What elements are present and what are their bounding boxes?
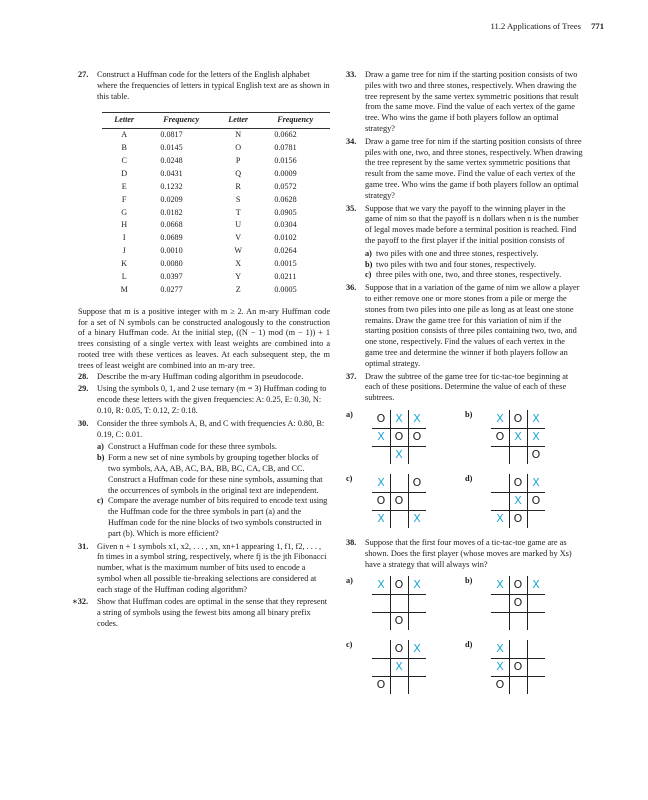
exercise-30 — [78, 419, 330, 540]
frequency-cell: 0.0156 — [274, 156, 297, 166]
part-text: three piles with one, two, and three stones, respectively. — [376, 270, 562, 280]
frequency-cell: 0.0397 — [160, 272, 183, 282]
x-mark: X — [514, 429, 522, 443]
exercise-33 — [346, 70, 584, 135]
table-row — [102, 271, 330, 284]
part-b: b) two piles with two and four stones, respectively. — [365, 259, 537, 269]
page-number: 771 — [591, 21, 604, 31]
tic-tac-toe-board — [372, 576, 426, 630]
frequency-cell: 0.0689 — [160, 233, 183, 243]
frequency-cell: 0.0009 — [274, 168, 297, 178]
letter-cell: T — [235, 207, 241, 217]
exercise-text: Draw a game tree for nim if the starting position consists of two piles with two and three stones, respectively. When drawing the tree represent by the same vertex symmetric positions that result from the same move. Find the value of each vertex of the game tree. Who wins the game if both players follow an optimal strategy? — [365, 70, 579, 133]
exercise-text: Using the symbols 0, 1, and 2 use ternary (m = 3) Huffman coding to encode these letters with the given frequencies: A: 0.25, E: 0.30, N: 0.10, R: 0.05, T: 0.12, Z: 0.18. — [97, 384, 327, 415]
letter-cell: X — [235, 259, 242, 269]
frequency-cell: 0.0015 — [274, 259, 297, 269]
letter-cell: W — [234, 246, 242, 256]
letter-cell: C — [121, 156, 127, 166]
exercise-number: 29. — [78, 384, 89, 394]
x-mark: X — [395, 411, 403, 425]
exercise-number: ∗32. — [72, 597, 89, 607]
part-text: Construct a Huffman code for these three symbols. — [108, 442, 277, 452]
x-mark: X — [496, 411, 504, 425]
board-label: b) — [465, 576, 473, 586]
part-text: two piles with two and four stones, respectively. — [376, 259, 537, 269]
exercise-text: Construct a Huffman code for the letters of the English alphabet where the frequencies of letters in typical English text are as shown in this table. — [97, 70, 330, 101]
exercise-number: 33. — [346, 70, 357, 79]
board-item — [346, 410, 465, 466]
o-mark: O — [412, 475, 422, 489]
board-label: b) — [465, 409, 473, 419]
board-item — [346, 474, 465, 530]
m-ary-huffman-intro: Suppose that m is a positive integer with m ≥ 2. An m-ary Huffman code for a set of N symbols can be constructed analogously to the construction of a binary Huffman code. At the initial step, ((N − 1) mod (m − 1)) + 1 trees consisting of a single vertex with least weights are combined into a rooted tree with these vertices as leaves. At each subsequent step, the m trees of least weight are combined into an m-ary tree. — [78, 306, 330, 370]
exercise-number: 34. — [346, 136, 357, 146]
exercise-number: 27. — [78, 70, 89, 79]
board-label: a) — [346, 576, 353, 586]
board-item — [465, 640, 584, 696]
column-header: Frequency — [260, 113, 330, 129]
board-label: c) — [346, 473, 353, 483]
column-header: Letter — [216, 113, 260, 129]
exercise-text: Draw a game tree for nim if the starting position consists of three piles with one, two, and three stones, respectively. When drawing the tree represent by the same vertex symmetric positions that result from the same move. Find the value of each vertex of the game tree. Who wins the game if both players follow an optimal strategy? — [365, 136, 583, 200]
exercise-number: 35. — [346, 203, 357, 213]
right-column — [346, 70, 584, 704]
o-mark: O — [495, 429, 505, 443]
x-mark: X — [532, 411, 540, 425]
table-row — [102, 207, 330, 220]
column-header: Letter — [102, 113, 146, 129]
frequency-cell: 0.0628 — [274, 194, 297, 204]
grid-line — [372, 594, 426, 595]
exercise-29 — [78, 384, 330, 416]
exercise-35 — [346, 204, 584, 282]
table-row — [102, 284, 330, 297]
frequency-cell: 0.0145 — [160, 143, 183, 153]
letter-cell: D — [121, 168, 128, 178]
o-mark: O — [513, 578, 523, 592]
x-mark: X — [532, 429, 540, 443]
frequency-cell: 0.0905 — [274, 207, 297, 217]
table-header-row — [102, 113, 330, 129]
board-item — [465, 576, 584, 632]
exercise-37 — [346, 372, 584, 404]
table-row — [102, 219, 330, 232]
x-mark: X — [395, 660, 403, 674]
tic-tac-toe-row — [346, 410, 584, 466]
table-row — [102, 142, 330, 155]
letter-cell: L — [121, 272, 127, 282]
o-mark: O — [513, 475, 523, 489]
x-mark: X — [377, 429, 385, 443]
table-row — [102, 168, 330, 181]
o-mark: O — [412, 429, 422, 443]
letter-cell: K — [121, 259, 128, 269]
exercise-text: Show that Huffman codes are optimal in the sense that they represent a string of symbols using the fewest bits among all binary prefix codes. — [97, 597, 328, 629]
o-mark: O — [531, 493, 541, 507]
letter-cell: G — [121, 207, 128, 217]
exercise-text: Describe the m-ary Huffman coding algorithm in pseudocode. — [97, 371, 304, 381]
exercise-36 — [346, 283, 584, 369]
exercise-text: Suppose that the first four moves of a tic-tac-toe game are as shown. Does the first player (whose moves are marked by Xs) have a strategy that will always win? — [365, 537, 572, 569]
tic-tac-toe-board — [491, 576, 545, 630]
frequency-cell: 0.0102 — [274, 233, 297, 243]
x-mark: X — [496, 511, 504, 525]
x-mark: X — [532, 475, 540, 489]
exercise-34 — [346, 137, 584, 202]
exercise-31 — [78, 542, 330, 596]
tic-tac-toe-board — [372, 640, 426, 694]
frequency-cell: 0.0817 — [160, 130, 183, 140]
o-mark: O — [513, 511, 523, 525]
letter-frequency-table — [102, 112, 330, 296]
tic-tac-toe-row — [346, 474, 584, 530]
part-b: b) Form a new set of nine symbols by grouping together blocks of two symbols, AA, AB, AC, BA, BB, BC, CA, CB, and CC. Construct a Huffman code for these nine symbols, assuming that the occurrences of symbols in the original text are independent. — [97, 453, 323, 495]
x-mark: X — [377, 475, 385, 489]
part-text: Form a new set of nine symbols by grouping together blocks of two symbols, AA, AB, AC, BA, BB, BC, CA, CB, and CC. Construct a Huffman code for these nine symbols, assuming that the occurrences of symbols in the original text are independent. — [108, 453, 323, 495]
o-mark: O — [394, 642, 404, 656]
exercise-number: 38. — [346, 537, 357, 547]
letter-cell: O — [235, 143, 242, 153]
o-mark: O — [495, 678, 505, 692]
letter-cell: H — [121, 220, 128, 230]
part-c: c) three piles with one, two, and three stones, respectively. — [365, 270, 562, 280]
table-row — [102, 194, 330, 207]
o-mark: O — [513, 411, 523, 425]
o-mark: O — [394, 493, 404, 507]
letter-cell: Z — [235, 284, 241, 294]
o-mark: O — [531, 447, 541, 461]
tic-tac-toe-board — [491, 410, 545, 464]
column-header: Frequency — [146, 113, 216, 129]
o-mark: O — [394, 578, 404, 592]
o-mark: O — [376, 493, 386, 507]
part-text: Compare the average number of bits required to encode text using the Huffman code for the three symbols in part (a) and the Huffman code for the nine blocks of two symbols constructed in part (b). Which is more efficient? — [108, 496, 328, 538]
x-mark: X — [496, 642, 504, 656]
board-item — [465, 410, 584, 466]
board-label: a) — [346, 409, 353, 419]
exercise-32 — [72, 597, 330, 629]
letter-cell: S — [235, 194, 241, 204]
letter-cell: B — [121, 143, 127, 153]
exercise-38 — [346, 538, 584, 570]
section-title: 11.2 Applications of Trees — [490, 21, 581, 31]
letter-cell: M — [120, 284, 128, 294]
board-item — [346, 576, 465, 632]
exercise-number: 36. — [346, 283, 357, 293]
letter-cell: Y — [235, 272, 242, 282]
frequency-cell: 0.0248 — [160, 156, 183, 166]
frequency-cell: 0.0668 — [160, 220, 183, 230]
x-mark: X — [413, 511, 421, 525]
exercise-number: 30. — [78, 418, 89, 428]
board-item — [346, 640, 465, 696]
exercise-text: Suppose that in a variation of the game of nim we allow a player to either remove one or more stones from a pile or merge the stones from two piles into one pile as long as at least one stone remains. Draw the game tree for this variation of nim if the starting position consists of three piles containing two, two, and one stone, respectively. Find the values of each vertex in the game tree and determine the winner if both players follow an optimal strategy. — [365, 283, 580, 368]
tic-tac-toe-row — [346, 640, 584, 696]
board-item — [465, 474, 584, 530]
board-label: d) — [465, 640, 473, 650]
grid-line — [491, 612, 545, 613]
o-mark: O — [394, 614, 404, 628]
x-mark: X — [395, 447, 403, 461]
letter-cell: Q — [235, 168, 242, 178]
exercise-text: Consider the three symbols A, B, and C with frequencies A: 0.80, B: 0.19, C: 0.01. — [97, 418, 325, 439]
frequency-cell: 0.0304 — [274, 220, 297, 230]
frequency-cell: 0.1232 — [160, 181, 183, 191]
frequency-cell: 0.0080 — [160, 259, 183, 269]
frequency-cell: 0.0572 — [274, 181, 297, 191]
letter-cell: N — [235, 130, 242, 140]
x-mark: X — [413, 578, 421, 592]
part-c: c) Compare the average number of bits required to encode text using the Huffman code for the three symbols in part (a) and the Huffman code for the nine blocks of two symbols constructed in part (b). Which is more efficient? — [97, 496, 328, 538]
exercise-27 — [78, 70, 330, 297]
x-mark: X — [413, 642, 421, 656]
x-mark: X — [532, 578, 540, 592]
table-row — [102, 181, 330, 194]
letter-cell: R — [235, 181, 241, 191]
board-label: d) — [465, 473, 473, 483]
exercise-text: Suppose that we vary the payoff to the winning player in the game of nim so that the payoff is n dollars when n is the number of legal moves made before a terminal position is reached. Find the payoff to the first player if the initial position consists of — [365, 203, 579, 245]
x-mark: X — [413, 411, 421, 425]
frequency-cell: 0.0182 — [160, 207, 183, 217]
x-mark: X — [514, 493, 522, 507]
tic-tac-toe-board — [372, 474, 426, 528]
table-row — [102, 155, 330, 168]
x-mark: X — [496, 660, 504, 674]
letter-cell: V — [235, 233, 242, 243]
table-body — [102, 129, 330, 297]
frequency-cell: 0.0264 — [274, 246, 297, 256]
letter-cell: U — [235, 220, 242, 230]
frequency-cell: 0.0662 — [274, 130, 297, 140]
table-row — [102, 245, 330, 258]
frequency-cell: 0.0005 — [274, 284, 297, 294]
letter-cell: A — [121, 130, 128, 140]
running-header — [491, 21, 604, 31]
tic-tac-toe-board — [491, 474, 545, 528]
tic-tac-toe-board — [491, 640, 545, 694]
letter-cell: J — [122, 246, 126, 256]
letter-cell: F — [121, 194, 127, 204]
o-mark: O — [394, 429, 404, 443]
table-row — [102, 258, 330, 271]
table-row — [102, 129, 330, 142]
left-column — [72, 70, 330, 632]
part-a: a) Construct a Huffman code for these three symbols. — [97, 442, 277, 452]
board-label: c) — [346, 640, 353, 650]
grid-line — [527, 640, 528, 694]
frequency-cell: 0.0277 — [160, 284, 183, 294]
exercise-text: Draw the subtree of the game tree for tic-tac-toe beginning at each of these positions. Determine the value of each of these subtrees. — [365, 371, 569, 403]
letter-cell: P — [235, 156, 241, 166]
part-a: a) two piles with one and three stones, respectively. — [365, 248, 539, 258]
frequency-cell: 0.0211 — [274, 272, 297, 282]
o-mark: O — [513, 596, 523, 610]
exercise-text: Given n + 1 symbols x1, x2, . . . , xn, xn+1 appearing 1, f1, f2, . . . , fn times in a symbol string, respectively, where fj is the jth Fibonacci number, what is the maximum number of bits used to encode a symbol when all possible tie-breaking selections are considered at each stage of the Huffman coding algorithm? — [97, 541, 327, 594]
letter-cell: I — [122, 233, 126, 243]
frequency-cell: 0.0781 — [274, 143, 297, 153]
x-mark: X — [377, 511, 385, 525]
o-mark: O — [513, 660, 523, 674]
exercise-number: 28. — [78, 371, 89, 381]
x-mark: X — [496, 578, 504, 592]
letter-cell: E — [121, 181, 127, 191]
o-mark: O — [376, 678, 386, 692]
exercise-number: 37. — [346, 371, 357, 381]
exercise-28 — [78, 372, 330, 383]
tic-tac-toe-board — [372, 410, 426, 464]
table-row — [102, 232, 330, 245]
tic-tac-toe-row — [346, 576, 584, 632]
frequency-cell: 0.0431 — [160, 168, 183, 178]
frequency-cell: 0.0209 — [160, 194, 183, 204]
x-mark: X — [377, 578, 385, 592]
o-mark: O — [376, 411, 386, 425]
part-text: two piles with one and three stones, respectively. — [376, 248, 539, 258]
frequency-cell: 0.0010 — [160, 246, 183, 256]
exercise-number: 31. — [78, 541, 89, 551]
